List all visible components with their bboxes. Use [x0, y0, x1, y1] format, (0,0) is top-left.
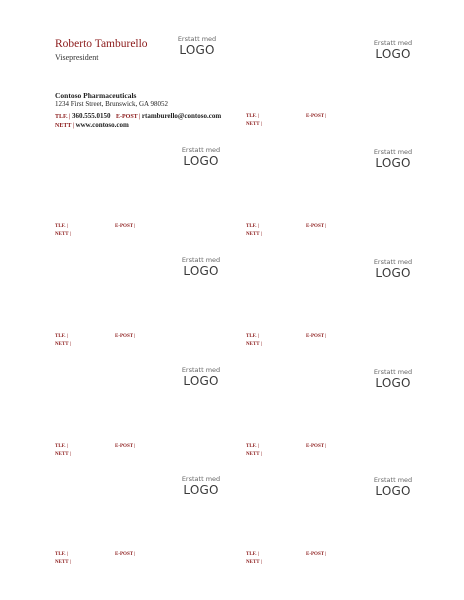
web-label: NETT |: [55, 560, 71, 565]
email-label: E-POST |: [306, 114, 327, 119]
logo-placeholder: [176, 147, 226, 167]
business-card-10: [232, 440, 464, 565]
phone-value: 360.555.0150: [71, 112, 111, 120]
logo-placeholder: [368, 149, 418, 169]
email-label: E-POST |: [306, 552, 327, 557]
web-label: NETT |: [246, 560, 262, 565]
phone-label: TLF. |: [55, 444, 68, 449]
logo-main-text: LOGO: [183, 263, 219, 278]
logo-main-text: LOGO: [375, 155, 411, 170]
email-label: E-POST |: [306, 444, 327, 449]
web-label: NETT |: [246, 452, 262, 457]
logo-main-text: LOGO: [375, 46, 411, 61]
email-label: E-POST |: [115, 444, 136, 449]
logo-main-text: LOGO: [183, 482, 219, 497]
logo-main-text: LOGO: [183, 373, 219, 388]
logo-placeholder: [368, 369, 418, 389]
logo-top-text: Erstatt med: [373, 148, 413, 156]
logo-top-text: Erstatt med: [373, 258, 413, 266]
business-card-8: [232, 330, 464, 457]
web-value: www.contoso.com: [75, 121, 129, 129]
company-name: Contoso Pharmaceuticals: [55, 91, 137, 100]
logo-top-text: Erstatt med: [177, 35, 217, 43]
logo-placeholder: [176, 476, 226, 496]
phone-line: [55, 552, 68, 557]
logo-placeholder: [176, 257, 226, 277]
web-line: [246, 560, 262, 565]
logo-top-text: Erstatt med: [373, 476, 413, 484]
logo-placeholder: [176, 367, 226, 387]
logo-main-text: LOGO: [375, 483, 411, 498]
phone-label: TLF. |: [246, 224, 259, 229]
email-label: E-POST |: [306, 334, 327, 339]
phone-label: TLF. |: [246, 444, 259, 449]
logo-top-text: Erstatt med: [373, 39, 413, 47]
web-label: NETT |: [246, 342, 262, 347]
logo-top-text: Erstatt med: [181, 366, 221, 374]
web-label: NETT |: [246, 122, 262, 127]
business-card-7: [0, 330, 232, 457]
business-card-4: [232, 110, 464, 237]
email-label: E-POST |: [306, 224, 327, 229]
phone-line: [246, 552, 259, 557]
business-card-5: [0, 220, 232, 347]
person-title: Visepresident: [55, 53, 99, 62]
phone-label: TLF. |: [55, 224, 68, 229]
logo-placeholder: [172, 36, 222, 56]
web-label: NETT |: [55, 123, 75, 129]
logo-top-text: Erstatt med: [373, 368, 413, 376]
phone-label: TLF. |: [55, 114, 71, 120]
email-value: rtamburello@contoso.com: [141, 112, 222, 120]
email-label: E-POST |: [115, 224, 136, 229]
business-card-2: [232, 0, 464, 127]
logo-main-text: LOGO: [375, 265, 411, 280]
email-label: E-POST |: [116, 114, 141, 120]
phone-label: TLF. |: [246, 114, 259, 119]
business-card-1: [0, 0, 232, 129]
logo-placeholder: [368, 40, 418, 60]
email-line: [306, 552, 326, 557]
logo-top-text: Erstatt med: [181, 146, 221, 154]
logo-placeholder: [368, 259, 418, 279]
logo-main-text: LOGO: [183, 153, 219, 168]
web-label: NETT |: [246, 232, 262, 237]
logo-main-text: LOGO: [375, 375, 411, 390]
web-line: [55, 560, 71, 565]
logo-top-text: Erstatt med: [181, 475, 221, 483]
person-name: Roberto Tamburello: [55, 38, 148, 50]
email-label: E-POST |: [115, 552, 136, 557]
phone-label: TLF. |: [246, 552, 259, 557]
web-label: NETT |: [55, 452, 71, 457]
logo-main-text: LOGO: [179, 42, 215, 57]
business-card-3: [0, 110, 232, 237]
email-line: [115, 552, 135, 557]
email-label: E-POST |: [115, 334, 136, 339]
web-label: NETT |: [55, 342, 71, 347]
company-address: 1234 First Street, Brunswick, GA 98052: [55, 100, 168, 108]
business-card-9: [0, 440, 232, 565]
web-label: NETT |: [55, 232, 71, 237]
logo-placeholder: [368, 477, 418, 497]
business-card-6: [232, 220, 464, 347]
phone-label: TLF. |: [246, 334, 259, 339]
phone-label: TLF. |: [55, 552, 68, 557]
phone-label: TLF. |: [55, 334, 68, 339]
logo-top-text: Erstatt med: [181, 256, 221, 264]
